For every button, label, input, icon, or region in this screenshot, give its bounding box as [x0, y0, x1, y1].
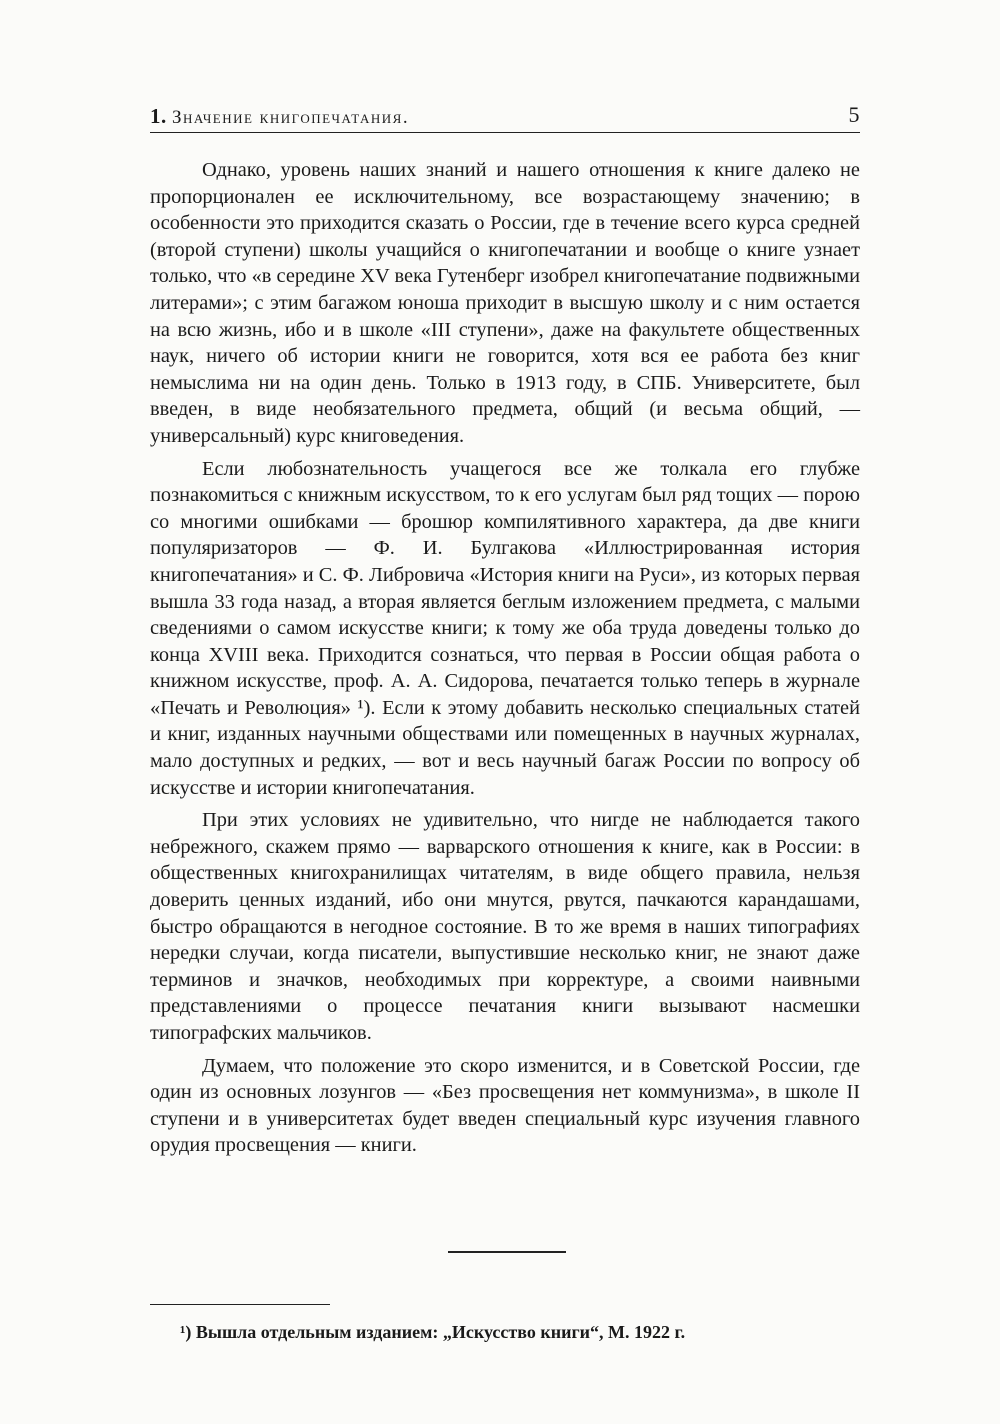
paragraph-4: Думаем, что положение это скоро изменится, и в Советской России, где один из основных лозунгов — «Без просвещения нет коммунизма», в школе II ступени и в университетах будет введен специальный курс изучения главного орудия просвещения — книги. — [150, 1054, 860, 1157]
paragraph-3: При этих условиях не удивительно, что нигде не наблюдается такого небрежного, скажем прямо — варварского отношения к книге, как в России: в общественных книгохранилищах читателям, в виде общего правила, нельзя доверить ценных изданий, ибо они мнутся, рвутся, пачкаются карандашами, быстро обращаются в негодное состояние. В то же время в наших типографиях нередки случаи, когда писатели, выпустившие несколько книг, не знают даже терминов и значков, необходимых при корректуре, а своими наивными представлениями о процессе печатания книги вызывают насмешки типографских мальчиков. — [150, 809, 860, 1044]
paragraph-1: Однако, уровень наших знаний и нашего отношения к книге далеко не пропорционален ее исключительному, все возрастающему значению; в особенности это приходится сказать о России, где в течение всего курса средней (второй ступени) школы учащийся о книгопечатании и вообще о книге узнает только, что «в середине XV века Гутенберг изобрел книгопечатание подвижными литерами»; с этим багажом юноша приходит в высшую школу и с ним остается на всю жизнь, ибо и в школе «III ступени», даже на факультете общественных наук, ничего об истории книги не говорится, хотя вся ее работа без книг немыслима ни на один день. Только в 1913 году, в СПБ. Университете, был введен, в виде необязательного предмета, общий (и весьма общий, — универсальный) курс книговедения. — [150, 159, 860, 447]
section-end-rule — [448, 1251, 566, 1253]
chapter-heading — [150, 104, 409, 129]
footnote-rule — [150, 1304, 330, 1305]
footnote-text: Вышла отдельным изданием: „Искусство книги“, М. 1922 г. — [195, 1322, 686, 1342]
running-header — [150, 100, 860, 130]
footnote-marker: ¹) — [180, 1322, 192, 1342]
chapter-number: 1. — [150, 104, 167, 128]
paragraph-2: Если любознательность учащегося все же толкала его глубже познакомиться с книжным искусством, то к его услугам был ряд тощих — порою со многими ошибками — брошюр компилятивного характера, да две книги популяризаторов — Ф. И. Булгакова «Иллюстрированная история книгопечатания» и С. Ф. Либровича «История книги на Руси», из которых первая вышла 33 года назад, а вторая является беглым изложением предмета, с малыми сведениями о самом искусстве книги; к тому же оба труда доведены только до конца XVIII века. Приходится сознаться, что первая в России общая работа о книжном искусстве, проф. А. А. Сидорова, печатается только теперь в журнале «Печать и Революция» ¹). Если к этому добавить несколько специальных статей и книг, изданных научными обществами или помещенных в научных журналах, мало доступных и редких, — вот и весь научный багаж России по вопросу об искусстве и истории книгопечатания. — [150, 457, 860, 799]
body-text — [150, 157, 860, 1165]
header-rule — [150, 132, 860, 133]
chapter-title: Значение книгопечатания. — [172, 107, 410, 128]
page-number: 5 — [848, 102, 860, 127]
footnote — [180, 1320, 860, 1344]
